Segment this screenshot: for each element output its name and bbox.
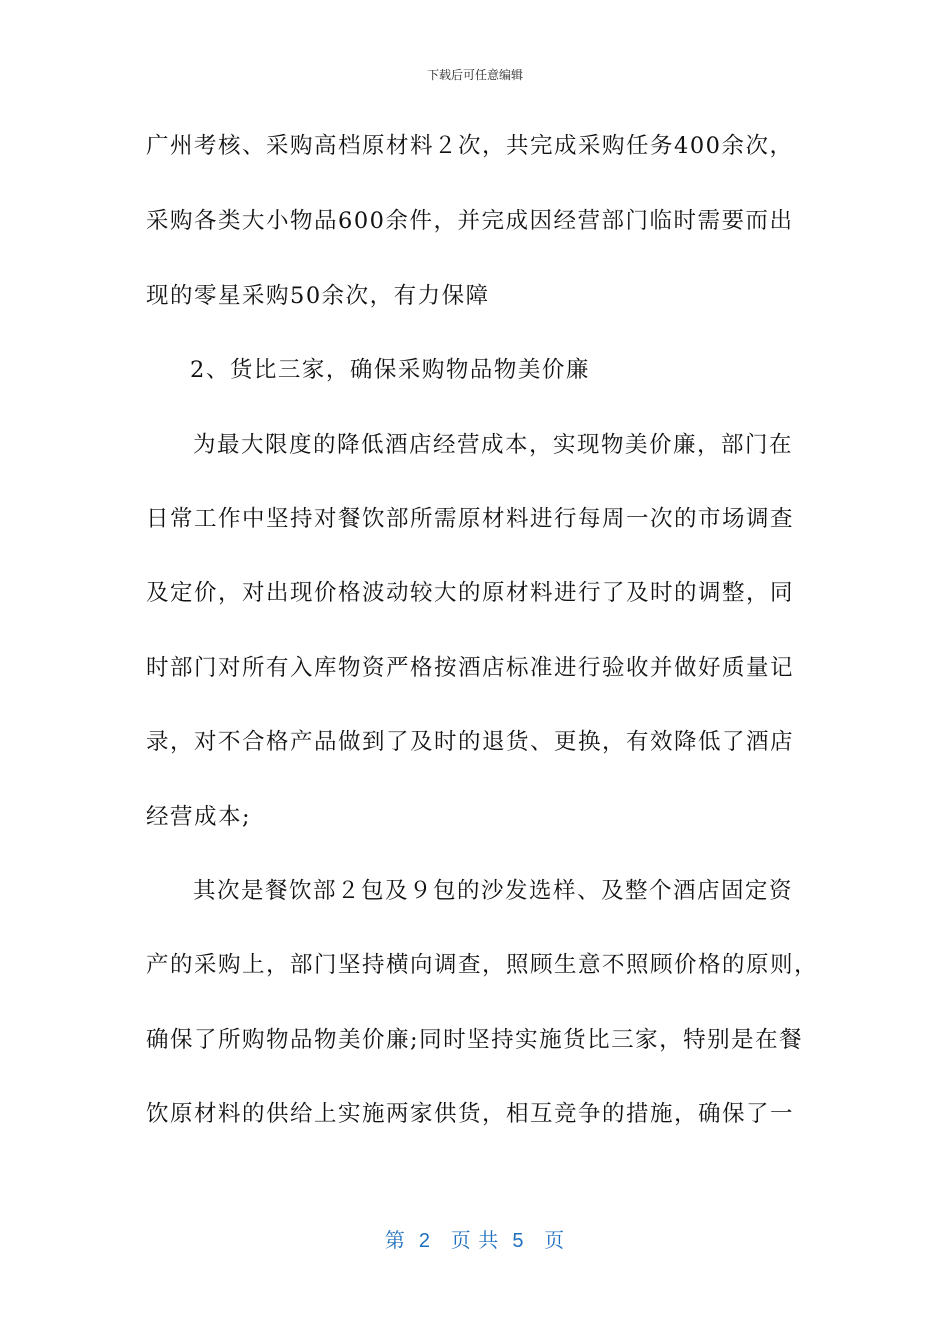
text-line: 产的采购上，部门坚持横向调查，照顾生意不照顾价格的原则，: [146, 952, 819, 978]
page-number-footer: 第 2 页 共 5 页: [384, 1230, 566, 1252]
text-line: 日常工作中坚持对餐饮部所需原材料进行每周一次的市场调查: [146, 506, 795, 532]
text-line: 采购各类大小物品600余件，并完成因经营部门临时需要而出: [146, 208, 794, 234]
text-line: 时部门对所有入库物资严格按酒店标准进行验收并做好质量记: [146, 655, 795, 681]
text-line: 饮原材料的供给上实施两家供货，相互竞争的措施，确保了一: [146, 1101, 795, 1127]
section-heading: 2、货比三家，确保采购物品物美价廉: [190, 357, 590, 383]
text-line: 录，对不合格产品做到了及时的退货、更换，有效降低了酒店: [146, 729, 795, 755]
text-line: 经营成本;: [146, 804, 252, 830]
text-line: 广州考核、采购高档原材料２次，共完成采购任务400余次，: [146, 133, 794, 159]
header-note: 下载后可任意编辑: [426, 68, 523, 82]
paragraph-first-line: 为最大限度的降低酒店经营成本，实现物美价廉，部门在: [193, 432, 794, 458]
text-line: 现的零星采购50余次，有力保障: [146, 283, 490, 309]
paragraph-first-line: 其次是餐饮部２包及９包的沙发选样、及整个酒店固定资: [193, 878, 794, 904]
text-line: 及定价，对出现价格波动较大的原材料进行了及时的调整，同: [146, 580, 795, 606]
text-line: 确保了所购物品物美价廉;同时坚持实施货比三家，特别是在餐: [146, 1027, 804, 1053]
